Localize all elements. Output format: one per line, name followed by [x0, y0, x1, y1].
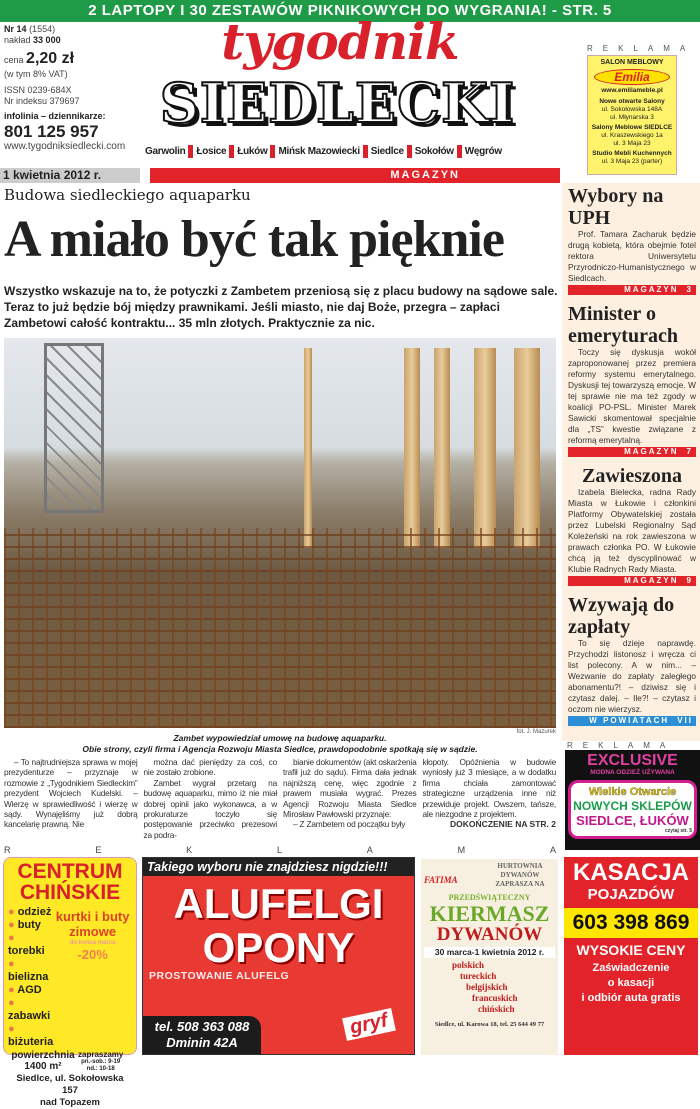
article-photo [4, 338, 556, 728]
ad-phone: 603 398 869 [564, 908, 698, 938]
teaser-title[interactable]: Minister o emeryturach [568, 303, 678, 347]
caption-line: Zambet wypowiedział umowę na budowę aquaparku. [173, 733, 387, 743]
index-number: Nr indeksu 379697 [4, 96, 80, 106]
column-shape [304, 348, 312, 548]
body-paragraph: można dać pieniędzy za coś, co nie zostało zrobione. [143, 757, 277, 778]
ad-service: PROSTOWANIE ALUFELG [149, 970, 290, 982]
circulation-label: nakład [4, 35, 31, 45]
ad-url: www.emiliameble.pl [601, 87, 663, 94]
letter: A [549, 845, 556, 855]
ad-title: SALON MEBLOWY [600, 59, 664, 66]
ad-title: POJAZDÓW [587, 886, 675, 903]
ad-line: WYSOKIE CENY [576, 942, 686, 958]
ad-hours: nd.: 10-18 [86, 1066, 115, 1072]
fatima-logo: FATIMA [424, 875, 458, 885]
ad-area: 1400 m² [24, 1061, 62, 1072]
teaser-section-tag[interactable]: MAGAZYN 3 [568, 285, 696, 295]
column-shape [404, 348, 420, 548]
ad-line: Nowe otwarte Salony [599, 98, 665, 105]
ad-line: ul. 3 Maja 23 [613, 140, 651, 147]
teaser-uph[interactable] [562, 183, 700, 295]
issue-number: 14 [16, 24, 27, 34]
ad-item: ● zabawki [8, 997, 53, 1023]
ad-fatima[interactable] [421, 859, 558, 1055]
letter: A [366, 845, 373, 855]
caption-line: Obie strony, czyli firma i Agencja Rozwoju Miasta Siedlce, prawdopodobnie spotkają się w sądzie. [82, 744, 478, 754]
column-shape [434, 348, 450, 548]
ad-item: ● buty [8, 919, 53, 932]
town: Siedlce [363, 145, 407, 158]
ad-line: Studio Mebli Kuchennych [592, 150, 672, 157]
ad-invite: zapraszamy [78, 1050, 124, 1059]
ad-exclusive[interactable] [565, 750, 700, 850]
article-lead: Wszystko wskazuje na to, że potyczki z Zambetem przeniosą się z placu budowy na sądowe sale. Teraz to już będzie bój między prawnikami. Jeśli miasto, nie daj Boże, przegra – zapłaci Zambetowi całość kontraktu... 35 mln złotych. Praktycznie za nic. [4, 284, 558, 330]
ad-hours: pn.-sob.: 9-19 [81, 1059, 121, 1065]
ad-emilia[interactable] [587, 55, 677, 175]
ad-kasacja[interactable] [564, 857, 698, 1055]
reklama-label: REKLAMA [587, 44, 696, 53]
column-shape [474, 348, 496, 548]
sidebar-teasers [562, 183, 700, 741]
ad-item: ● torebki [8, 932, 53, 958]
letter: K [186, 845, 193, 855]
ad-line: ul. Kraszewskiego 1a [601, 132, 663, 139]
ad-line: o kasacji [607, 977, 655, 989]
ad-subtitle: MODNA ODZIEŻ UŻYWANA [590, 769, 675, 776]
ad-centrum-chinskie[interactable] [3, 857, 137, 1108]
teaser-text: Prof. Tamara Zacharuk będzie drugą kobietą, która obejmie fotel rektora Uniwersytetu Przyrodniczo-Humanistycznego w Siedlcach. [568, 229, 696, 283]
ad-title: KIERMASZ [429, 901, 550, 926]
column-shape [514, 348, 540, 548]
reklama-letters [4, 845, 556, 855]
ad-line: ul. Sokołowska 148A [601, 106, 663, 113]
ad-dates: 30 marca-1 kwietnia 2012 r. [424, 947, 555, 958]
ad-line: NOWYCH SKLEPÓW [573, 799, 692, 813]
ad-line: SIEDLCE, ŁUKÓW [576, 813, 689, 828]
issue-total: (1554) [29, 24, 56, 34]
ad-line: ul. Młynarska 3 [610, 114, 654, 121]
ad-title: DYWANÓW [436, 924, 543, 945]
ad-item: belgijskich [466, 982, 508, 992]
towns-list [145, 145, 565, 158]
ad-item: chińskich [478, 1004, 515, 1014]
teaser-zawieszona[interactable] [562, 463, 700, 586]
letter: M [457, 845, 466, 855]
issue-label: Nr [4, 24, 15, 34]
gryf-logo: gryf [342, 1008, 395, 1041]
ad-item: tureckich [460, 971, 497, 981]
ad-item: ● odzież [8, 906, 53, 919]
ad-item: ● biżuteria [8, 1023, 53, 1049]
teaser-wzywaja[interactable] [562, 592, 700, 726]
ad-items [8, 906, 53, 1049]
ad-line: Wielkie Otwarcie [588, 786, 677, 798]
body-paragraph: Zambet wygrał przetarg na budowę aquaparku, mimo iż nie miał dobrej opinii jako wykonawca, a w prokuraturze toczyło się postępowanie przeciwko prezesowi za podra- [143, 777, 277, 840]
circulation: 33 000 [33, 35, 61, 45]
ad-line: Salony Meblowe SIEDLCE [591, 124, 673, 131]
ad-promo: kurtki i buty zimowe [55, 909, 130, 939]
rebar-grid [4, 528, 556, 728]
town: Sokołów [407, 145, 457, 158]
ad-title: ALUFELGI [173, 880, 384, 927]
website-link[interactable]: www.tygodniksiedlecki.com [4, 141, 126, 152]
vat: (w tym 8% VAT) [4, 69, 68, 79]
reklama-label: REKLAMA [567, 741, 676, 750]
letter: L [276, 845, 282, 855]
teaser-title[interactable]: Wzywają do zapłaty [568, 594, 675, 638]
teaser-minister[interactable] [562, 301, 700, 457]
ad-title: OPONY [202, 924, 355, 971]
ad-address: nad Topazem [40, 1097, 100, 1108]
body-paragraph: kłopoty. Opóźnienia w budowie wyniosły już 3 miesiące, a w dodatku firma chciała zamontować strategiczne urządzenia inne niż przewiduje projekt. Owszem, tańsze, ale niezgodne z projektem. [422, 757, 556, 820]
ad-title: EXCLUSIVE [587, 752, 678, 769]
body-paragraph: bianie dokumentów (akt oskarżenia trafił już do sądu). Firma dała jednak najniższą cenę, więc zgodnie z prawem musiała wygrać. Prezes Agencji Rozwoju Miasta Siedlce Mirosław Pawłowski przyznaje: [283, 757, 417, 820]
ad-address: Siedlce, ul. Sokołowska 157 [16, 1073, 124, 1096]
teaser-section-tag[interactable]: MAGAZYN 7 [568, 447, 696, 457]
town: Łosice [188, 145, 229, 158]
price: 2,20 zł [26, 50, 75, 67]
ad-item: ● bielizna [8, 958, 53, 984]
ad-title: CENTRUM CHIŃSKIE [17, 860, 123, 904]
date-bar [0, 168, 560, 183]
logo-siedlecki: SIEDLECKI [159, 71, 516, 135]
ad-line: PRZEDŚWIĄTECZNY [448, 893, 531, 902]
letter: E [95, 845, 102, 855]
teaser-text: To się dzieje naprawdę. Przychodzi listonosz i wręcza ci list polecony. A w nim... – Wezwanie do zapłaty zaległego abonamentu?! – dziwisz się i czytasz dalej. – Ile?! – czytasz i oczom nie wierzysz. [568, 638, 696, 714]
issn: ISSN 0239-684X [4, 85, 72, 95]
ad-item: polskich [452, 960, 485, 970]
photo-credit: fot. J. Mazurek [516, 729, 556, 735]
article-kicker: Budowa siedleckiego aquaparku [4, 186, 251, 204]
ad-note: czytaj str. 5 [665, 828, 692, 834]
teaser-text: Izabela Bielecka, radna Rady Miasta w Łukowie i członkini Platformy Obywatelskiej została przez Lubelski Regionalny Sąd Koleżeński na rok zawieszona w prawach członka PO. W Łukowie chcą ją też dyscyplinować w Klubie Radnych Rady Miasta. [568, 487, 696, 574]
section-label[interactable]: MAGAZYN [150, 168, 560, 183]
teaser-section-tag[interactable]: W POWIATACH VII [568, 716, 696, 726]
town: Węgrów [457, 145, 505, 158]
ad-item: francuskich [472, 993, 518, 1003]
ad-area-label: powierzchnia [11, 1050, 75, 1061]
body-paragraph: – Z Zambetem od początku były [293, 819, 406, 830]
ad-promo-note: do końca marca [69, 940, 116, 946]
crane-shape [44, 343, 104, 513]
teaser-title[interactable]: Wybory na UPH [568, 185, 664, 229]
ad-line: ul. 3 Maja 23 (parter) [601, 158, 663, 165]
town: Garwolin [145, 146, 186, 157]
teaser-title[interactable]: Zawieszona [582, 465, 682, 487]
photo-caption [4, 733, 556, 755]
ad-item: ● AGD [8, 984, 53, 997]
issue-date: 1 kwietnia 2012 r. [0, 168, 140, 183]
price-label: cena [4, 55, 24, 65]
letter: R [4, 845, 11, 855]
ad-line: Zaświadczenie [592, 962, 670, 974]
ad-tagline: Takiego wyboru nie znajdziesz nigdzie!!! [143, 858, 414, 876]
teaser-section-tag[interactable]: MAGAZYN 9 [568, 576, 696, 586]
ad-line: HURTOWNIA DYWANÓW ZAPRASZA NA [495, 862, 545, 888]
continued-link[interactable]: DOKOŃCZENIE NA STR. 2 [450, 819, 556, 830]
teaser-text: Toczy się dyskusja wokół zaproponowanej przez premiera reformy systemu emerytalnego. Dyskusji tej towarzyszą emocje. W tej sprawie nie ma też zgody w koalicji PO-PSL. Minister Marek Sawicki skomentował specjalnie dla „TS” kwestie związane z reformą emerytalną. [568, 347, 696, 445]
ad-contact: tel. 508 363 088 Dminin 42A [143, 1016, 261, 1054]
ad-alufelgi[interactable] [142, 857, 415, 1055]
ad-line: i odbiór auta gratis [581, 992, 681, 1004]
body-paragraph: – To najtrudniejsza sprawa w mojej prezydenturze – przyznaje w rozmowie z „Tygodnikiem Siedleckim” prezydent Wojciech Kudelski. – Wierzę w sprawiedliwość i wierzę w sądy. Wynajęliśmy już dobrą kancelarię prawną. Nie [4, 757, 138, 830]
ad-title: KASACJA [572, 859, 689, 886]
hotline-label: infolinia – dziennikarze: [4, 111, 106, 121]
ad-discount: -20% [77, 947, 108, 962]
ad-brand: Emilia [594, 69, 670, 85]
hotline-number: 801 125 957 [4, 122, 99, 141]
article-body [4, 757, 556, 844]
promo-banner[interactable]: 2 LAPTOPY I 30 ZESTAWÓW PIKNIKOWYCH DO WYGRANIA! - STR. 5 [0, 0, 700, 22]
issue-info [4, 24, 144, 153]
town: Łuków [229, 145, 270, 158]
town: Mińsk Mazowiecki [270, 145, 362, 158]
article-headline[interactable]: A miało być tak pięknie [4, 211, 504, 268]
ad-address: Siedlce, ul. Karowa 18, tel. 25 644 49 77 [434, 1021, 545, 1028]
logo-tygodnik: tygodnik [221, 12, 459, 71]
